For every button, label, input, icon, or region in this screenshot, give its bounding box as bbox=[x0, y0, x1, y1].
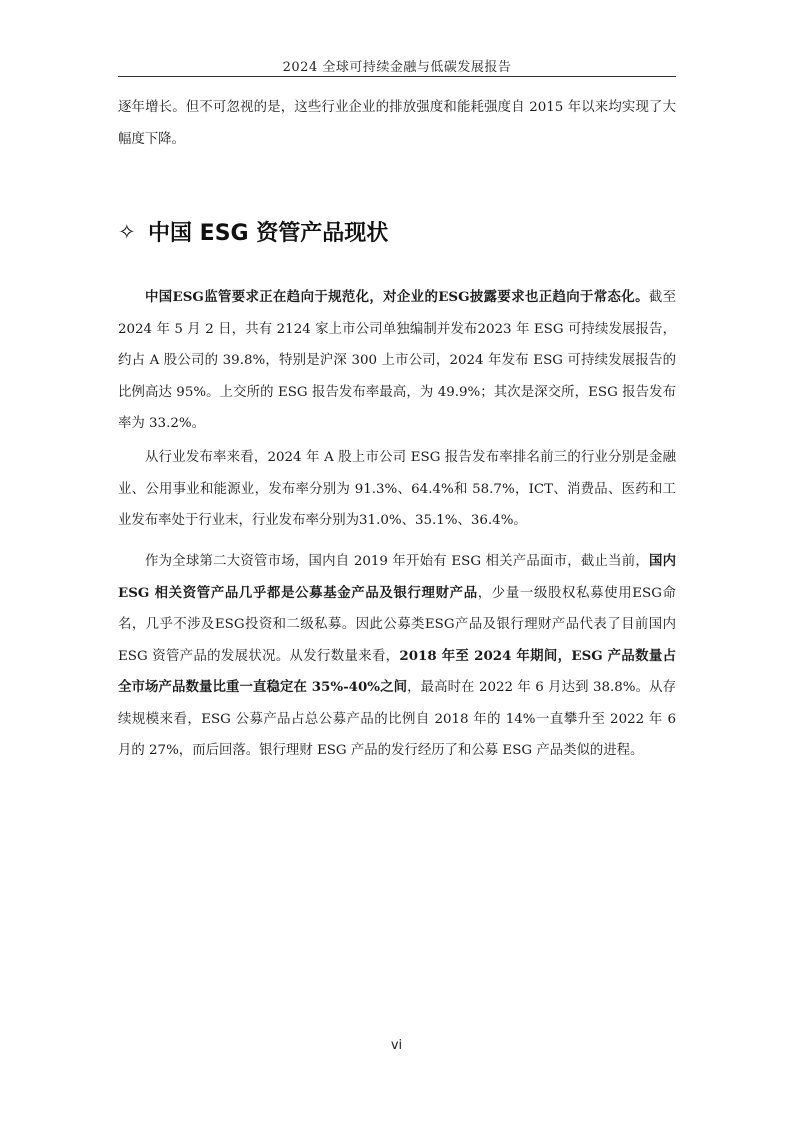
section-title: 中国 ESG 资管产品现状 bbox=[148, 221, 389, 246]
paragraph-asset-management bbox=[118, 546, 676, 767]
section-heading bbox=[118, 216, 388, 247]
paragraph-lead-bold: 中国ESG监管要求正在趋向于规范化，对企业的ESG披露要求也正趋向于常态化。 bbox=[145, 289, 649, 305]
paragraph-esg-disclosure bbox=[118, 282, 676, 440]
paragraph-text: 作为全球第二大资管市场，国内自 2019 年开始有 ESG 相关产品面市，截止当前， bbox=[145, 554, 649, 569]
paragraph-intro: 逐年增长。但不可忽视的是，这些行业企业的排放强度和能耗强度自 2015 年以来均实现了大幅度下降。 bbox=[118, 100, 676, 147]
paragraph-text: ，少量一级股权私募使用ESG命名，几乎不涉及ESG投资和二级私募。因此公募类ESG产品及银行理财产品代表了目前国内 ESG 资管产品的发展状况。从发行数量来看， bbox=[118, 585, 676, 664]
paragraph-text: ，最高时在 2022 年 6 月达到 38.8%。从存续规模来看，ESG 公募产品占总公募产品的比例自 2018 年的 14%一直攀升至 2022 年 6 月的 27%，而后回落。银行理财 ESG 产品的发行经历了和公募 ESG 产品类似的进程。 bbox=[118, 680, 676, 758]
paragraph-bold-text: 2018 年至 2024 年期间，ESG 产品数量占全市场产品数量比重一直稳定在 35%-40%之间 bbox=[118, 647, 676, 695]
four-pointed-star-icon: ✧ bbox=[118, 219, 136, 244]
paragraph-text: 截至 2024 年 5 月 2 日，共有 2124 家上市公司单独编制并发布2023 年 ESG 可持续发展报告，约占 A 股公司的 39.8%，特别是沪深 300 上市公司，2024 年发布 ESG 可持续发展报告的比例高达 95%。上交所的 ESG 报告发布率最高，为 49.9%；其次是深交所，ESG 报告发布率为 33.2%。 bbox=[118, 290, 676, 431]
running-header: 2024 全球可持续金融与低碳发展报告 bbox=[282, 60, 512, 75]
paragraph-industry-rates: 从行业发布率来看，2024 年 A 股上市公司 ESG 报告发布率排名前三的行业分别是金融业、公用事业和能源业，发布率分别为 91.3%、64.4%和 58.7%，ICT、消费品、医药和工业发布率处于行业末，行业发布率分别为31.0%、35.1%、36.4%。 bbox=[118, 450, 676, 528]
page-number: vi bbox=[390, 1038, 403, 1053]
header-divider bbox=[118, 76, 676, 77]
paragraph-bold-text: 国内 ESG 相关资管产品几乎都是公募基金产品及银行理财产品 bbox=[118, 553, 676, 601]
